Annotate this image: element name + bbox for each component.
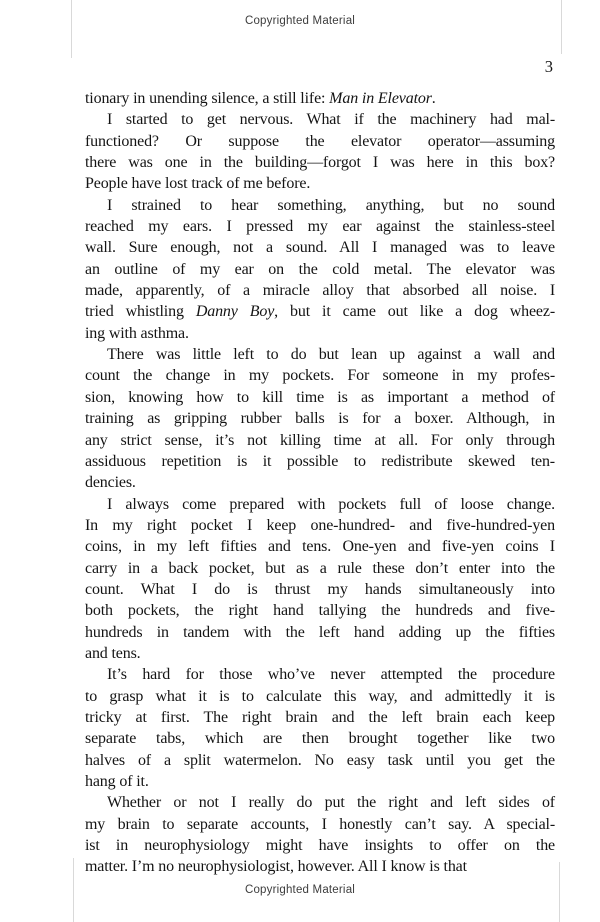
text-line: [85, 814, 555, 835]
text-segment: In my right pocket I keep one-hundred- and five-hundred-yen: [85, 516, 555, 534]
text-line: [85, 301, 555, 322]
text-line: [85, 558, 555, 579]
text-segment: count. What I do is thrust my hands simultaneously into: [85, 580, 555, 598]
text-line: [85, 835, 555, 856]
text-line: [85, 771, 555, 792]
text-segment: separate tabs, which are then brought together like two: [85, 730, 555, 748]
text-line: [85, 195, 555, 216]
text-segment: my brain to separate accounts, I honestly can’t say. A special-: [85, 815, 555, 833]
text-line: [85, 472, 555, 493]
text-line: [85, 88, 555, 109]
text-segment: both pockets, the right hand tallying the hundreds and five-: [85, 602, 555, 620]
text-line: [85, 728, 555, 749]
text-segment: dencies.: [85, 474, 136, 492]
italic-text: Man in Elevator: [329, 90, 432, 107]
text-line: [85, 430, 555, 451]
text-line: [85, 131, 555, 152]
copyright-notice-bottom: Copyrighted Material: [244, 884, 356, 896]
text-line: [85, 792, 555, 813]
text-segment: reached my ears. I pressed my ear against the stainless-steel: [85, 218, 555, 236]
text-segment: any strict sense, it’s not killing time at all. For only through: [85, 431, 555, 449]
text-line: [85, 643, 555, 664]
text-line: [85, 494, 555, 515]
text-segment: There was little left to do but lean up against a wall and: [107, 346, 555, 364]
text-line: [85, 600, 555, 621]
text-line: [85, 109, 555, 130]
text-line: [85, 707, 555, 728]
copyright-notice-top: Copyrighted Material: [244, 15, 356, 27]
text-segment: coins, in my left fifties and tens. One-yen and five-yen coins I: [85, 538, 555, 556]
text-segment: matter. I’m no neurophysiologist, however. All I know is that: [85, 858, 467, 876]
text-segment: I always come prepared with pockets full of loose change.: [107, 495, 555, 513]
text-segment: functioned? Or suppose the elevator operator—assuming: [85, 132, 555, 150]
text-line: [85, 515, 555, 536]
text-line: [85, 387, 555, 408]
text-segment: People have lost track of me before.: [85, 175, 311, 193]
text-line: [85, 259, 555, 280]
text-line: [85, 173, 555, 194]
text-segment: wall. Sure enough, not a sound. All I managed was to leave: [85, 239, 555, 257]
text-segment: tricky at first. The right brain and the left brain each keep: [85, 708, 555, 726]
text-segment: an outline of my ear on the cold metal. The elevator was: [85, 260, 555, 278]
text-segment: and tens.: [85, 644, 141, 662]
text-line: [85, 664, 555, 685]
text-line: [85, 750, 555, 771]
text-line: [85, 365, 555, 386]
text-segment: carry in a back pocket, but as a rule these don’t enter into the: [85, 559, 555, 577]
text-line: [85, 152, 555, 173]
text-segment: count the change in my pockets. For someone in my profes-: [85, 367, 555, 385]
text-segment: I started to get nervous. What if the machinery had mal-: [107, 111, 555, 129]
text-segment: tionary in unending silence, a still life:: [85, 90, 330, 107]
page-edge-mark: [71, 0, 72, 58]
text-segment: ist in neurophysiology might have insights to offer on the: [85, 837, 555, 855]
text-segment: hang of it.: [85, 773, 149, 790]
text-segment: sion, knowing how to kill time is as important a method of: [85, 388, 555, 406]
text-segment: training as gripping rubber balls is for a boxer. Although, in: [85, 410, 555, 428]
text-line: [85, 451, 555, 472]
text-segment: halves of a split watermelon. No easy task until you get the: [85, 751, 555, 769]
text-segment: It’s hard for those who’ve never attempted the procedure: [107, 666, 555, 684]
text-segment: , but it came out like a dog wheez-: [274, 303, 555, 321]
text-segment: I strained to hear something, anything, but no sound: [107, 196, 555, 214]
text-segment: to grasp what it is to calculate this way, and admittedly it is: [85, 687, 555, 705]
text-line: [85, 216, 555, 237]
italic-text: Danny Boy: [195, 303, 275, 321]
page-edge-mark: [561, 0, 562, 54]
text-line: [85, 237, 555, 258]
text-line: [85, 536, 555, 557]
text-line: [85, 344, 555, 365]
text-segment: made, apparently, of a miracle alloy that absorbed all noise. I: [85, 282, 555, 300]
text-segment: ing with asthma.: [85, 324, 189, 342]
text-line: [85, 579, 555, 600]
text-segment: there was one in the building—forgot I was here in this box?: [85, 154, 555, 172]
text-segment: assiduous repetition is it possible to redistribute skewed ten-: [85, 452, 555, 470]
text-line: [85, 622, 555, 643]
text-line: [85, 686, 555, 707]
body-text: [85, 88, 555, 878]
page-number: 3: [544, 57, 553, 76]
text-line: [85, 323, 555, 344]
text-segment: Whether or not I really do put the right and left sides of: [107, 794, 555, 812]
text-line: [85, 280, 555, 301]
text-line: [85, 856, 555, 877]
text-line: [85, 408, 555, 429]
text-segment: tried whistling: [85, 303, 196, 321]
text-segment: hundreds in tandem with the left hand adding up the fifties: [85, 623, 555, 641]
text-segment: .: [431, 90, 436, 107]
